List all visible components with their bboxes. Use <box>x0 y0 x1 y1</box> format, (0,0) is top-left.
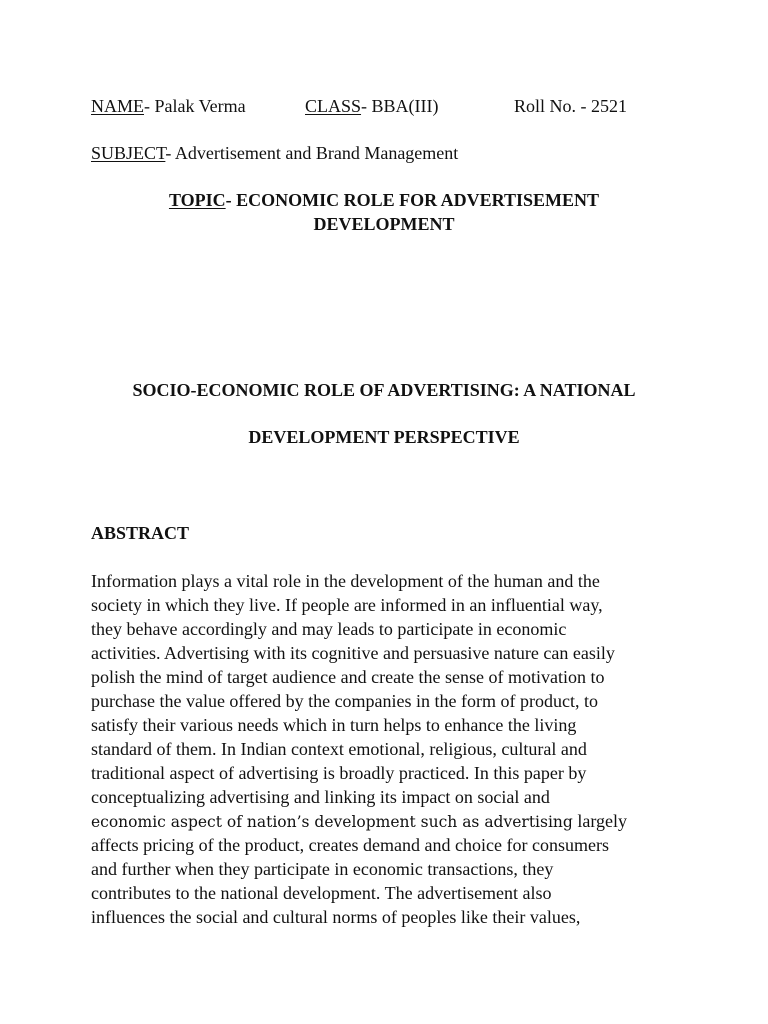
name-field <box>91 95 246 117</box>
subject-value: - Advertisement and Brand Management <box>165 143 459 163</box>
topic-label: TOPIC <box>168 190 226 210</box>
class-value: - BBA(III) <box>361 96 439 116</box>
abstract-line: purchase the value offered by the companies in the form of product, to <box>91 691 598 711</box>
paper-title-line-2: DEVELOPMENT PERSPECTIVE <box>248 427 520 447</box>
abstract-line: influences the social and cultural norms of peoples like their values, <box>91 907 581 927</box>
abstract-heading: ABSTRACT <box>91 523 190 543</box>
abstract-body <box>91 569 691 929</box>
topic-line-1-text: - ECONOMIC ROLE FOR ADVERTISEMENT <box>225 190 600 210</box>
abstract-line: activities. Advertising with its cognitive and persuasive nature can easily <box>91 643 615 663</box>
abstract-line: they behave accordingly and may leads to participate in economic <box>91 619 567 639</box>
abstract-line-alt-font-segment: economic aspect of nation’s development such as advertising <box>91 813 573 831</box>
abstract-line: traditional aspect of advertising is broadly practiced. In this paper by <box>91 763 587 783</box>
class-label: CLASS <box>305 96 362 116</box>
subject-field <box>91 142 458 164</box>
abstract-line: contributes to the national development. The advertisement also <box>91 883 552 903</box>
topic-line-2: DEVELOPMENT <box>313 214 455 234</box>
abstract-line: society in which they live. If people are informed in an influential way, <box>91 595 603 615</box>
class-field <box>305 95 439 117</box>
abstract-line: standard of them. In Indian context emotional, religious, cultural and <box>91 739 587 759</box>
abstract-line: satisfy their various needs which in turn helps to enhance the living <box>91 715 577 735</box>
roll-number: Roll No. - 2521 <box>514 96 628 116</box>
name-label: NAME <box>91 96 144 116</box>
topic-line-1 <box>0 188 768 212</box>
abstract-line: polish the mind of target audience and create the sense of motivation to <box>91 667 605 687</box>
abstract-line-rest: largely <box>572 811 627 831</box>
abstract-line: affects pricing of the product, creates demand and choice for consumers <box>91 835 609 855</box>
abstract-line: conceptualizing advertising and linking its impact on social and <box>91 787 550 807</box>
name-value: - Palak Verma <box>144 96 246 116</box>
abstract-line-mixed-font <box>91 809 691 833</box>
abstract-line: Information plays a vital role in the development of the human and the <box>91 571 600 591</box>
paper-title-line-1: SOCIO-ECONOMIC ROLE OF ADVERTISING: A NATIONAL <box>132 380 636 400</box>
subject-label: SUBJECT <box>91 143 166 163</box>
abstract-line: and further when they participate in economic transactions, they <box>91 859 554 879</box>
